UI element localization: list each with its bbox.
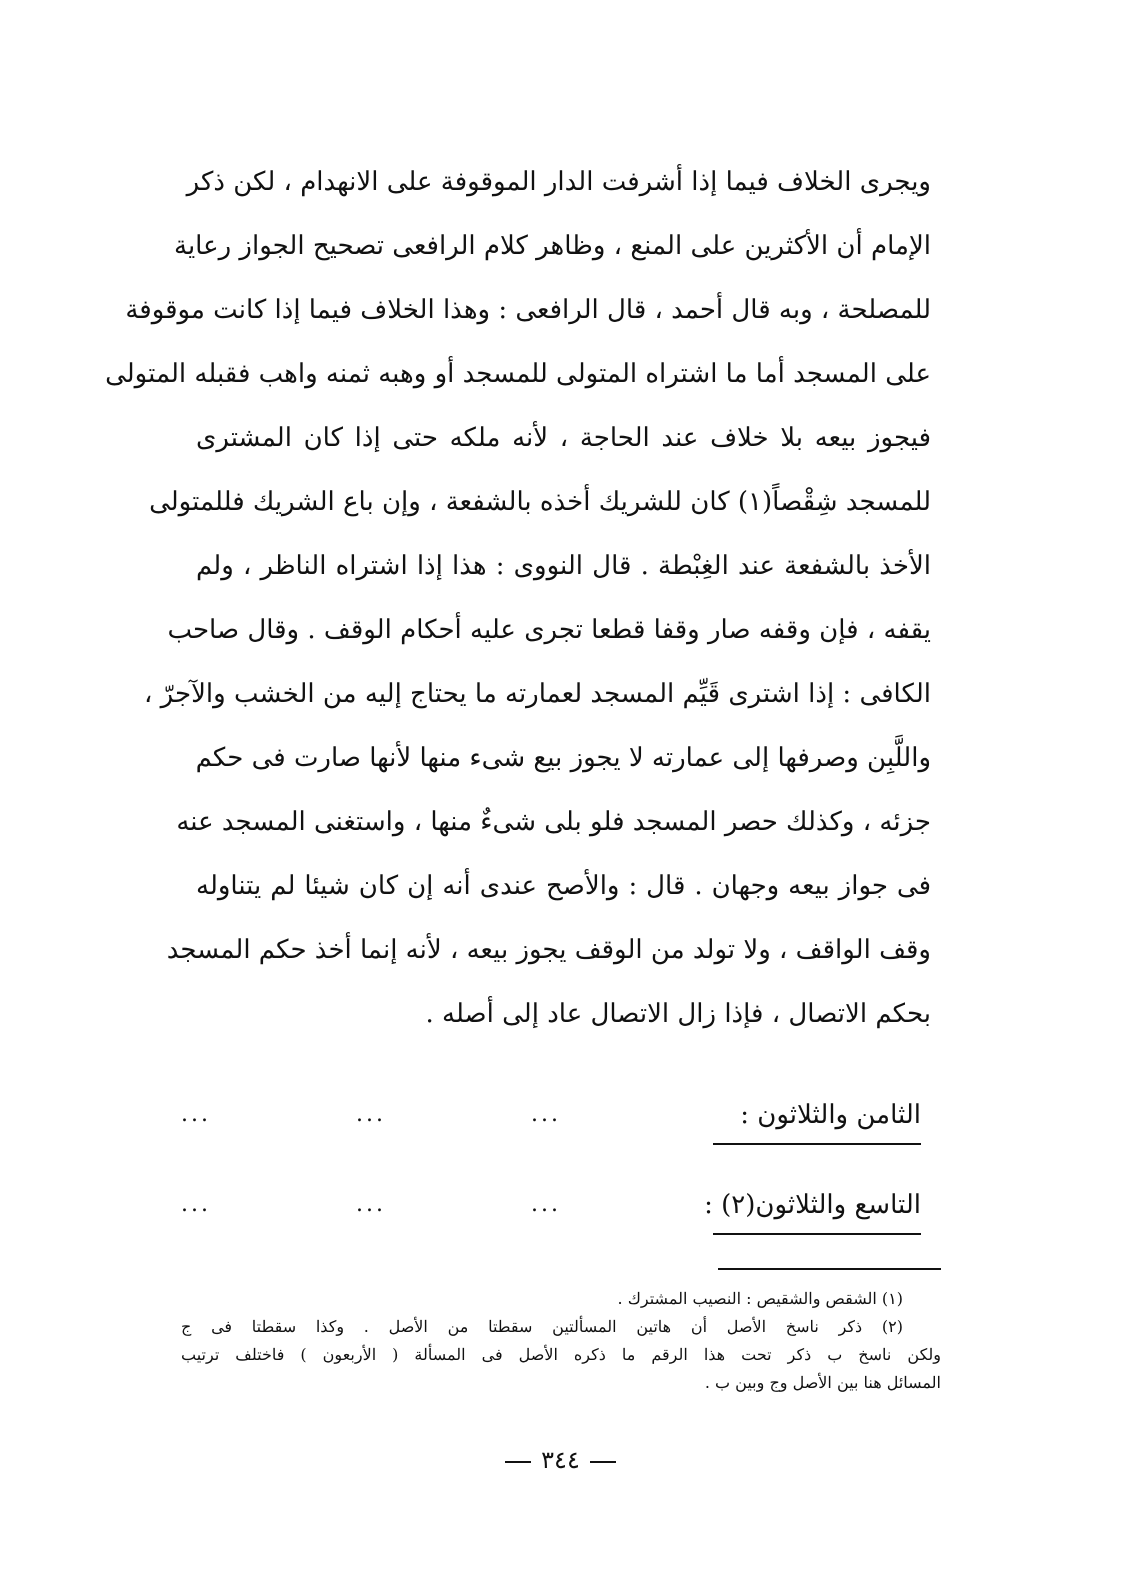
ellipsis: ... (531, 1102, 561, 1127)
dash-left (590, 1461, 616, 1463)
footnote-line: ولكن ناسخ ب ذكر تحت هذا الرقم ما ذكره الأصل فى المسألة ( الأربعون ) فاختلف ترتيب (181, 1345, 941, 1364)
text-line: بحكم الاتصال ، فإذا زال الاتصال عاد إلى أصله . (425, 999, 931, 1029)
footnote-line: (٢) ذكر ناسخ الأصل أن هاتين المسألتين سقطتا من الأصل . وكذا سقطتا فى ج (181, 1317, 903, 1336)
ellipsis: ... (356, 1102, 386, 1127)
text-line: الإمام أن الأكثرين على المنع ، وظاهر كلام الرافعى تصحيح الجواز رعاية (174, 231, 931, 261)
main-text (105, 150, 931, 1046)
title-underline (713, 1143, 921, 1145)
footnotes (181, 1285, 941, 1397)
title-underline (713, 1233, 921, 1235)
footnote-line: (١) الشقص والشقيص : النصيب المشترك . (617, 1289, 903, 1308)
text-line: وقف الواقف ، ولا تولد من الوقف يجوز بيعه ، لأنه إنما أخذ حكم المسجد (166, 935, 931, 965)
text-line: للمصلحة ، وبه قال أحمد ، قال الرافعى : وهذا الخلاف فيما إذا كانت موقوفة (125, 295, 931, 325)
text-line: للمسجد شِقْصاً(١) كان للشريك أخذه بالشفعة ، وإن باع الشريك فللمتولى (149, 487, 931, 517)
page-number-value: ٣٤٤ (541, 1446, 580, 1474)
section-heading-38 (181, 1085, 921, 1145)
ellipsis: ... (356, 1192, 386, 1217)
text-line: على المسجد أما ما اشتراه المتولى للمسجد أو وهبه ثمنه واهب فقبله المتولى (105, 359, 931, 389)
text-line: يقفه ، فإن وقفه صار وقفا قطعا تجرى عليه أحكام الوقف . وقال صاحب (167, 615, 931, 645)
footnote-line: المسائل هنا بين الأصل وج وبين ب . (704, 1373, 941, 1392)
ellipsis-group (181, 1175, 561, 1235)
footnote-separator (718, 1268, 941, 1270)
page-number (0, 1440, 1121, 1480)
text-line: فيجوز بيعه بلا خلاف عند الحاجة ، لأنه ملكه حتى إذا كان المشترى (196, 423, 931, 453)
ellipsis: ... (181, 1102, 211, 1127)
text-line: جزئه ، وكذلك حصر المسجد فلو بلى شىءٌ منها ، واستغنى المسجد عنه (176, 807, 931, 837)
section-title: الثامن والثلاثون : (740, 1100, 921, 1130)
section-title: التاسع والثلاثون(٢) : (704, 1190, 921, 1220)
text-line: فى جواز بيعه وجهان . قال : والأصح عندى أنه إن كان شيئا لم يتناوله (196, 871, 931, 901)
ellipsis: ... (531, 1192, 561, 1217)
text-line: ويجرى الخلاف فيما إذا أشرفت الدار الموقوفة على الانهدام ، لكن ذكر (186, 167, 931, 197)
text-line: واللَّبِن وصرفها إلى عمارته لا يجوز بيع شىء منها لأنها صارت فى حكم (195, 743, 931, 773)
ellipsis: ... (181, 1192, 211, 1217)
text-line: الأخذ بالشفعة عند الغِبْطة . قال النووى : هذا إذا اشتراه الناظر ، ولم (196, 551, 931, 581)
section-heading-39 (181, 1175, 921, 1235)
dash-right (505, 1461, 531, 1463)
ellipsis-group (181, 1085, 561, 1145)
text-line: الكافى : إذا اشترى قَيِّم المسجد لعمارته ما يحتاج إليه من الخشب والآجرّ ، (144, 679, 931, 709)
